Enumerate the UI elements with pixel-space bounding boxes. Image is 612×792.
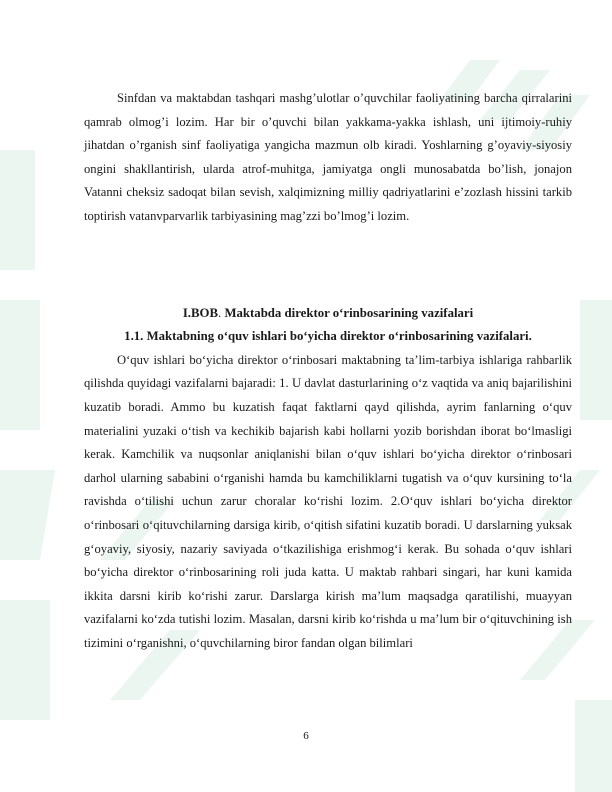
chapter-heading bbox=[84, 302, 572, 326]
chapter-heading-title: Maktabda direktor o‘rinbosarining vazifalari bbox=[224, 305, 474, 320]
page-number: 6 bbox=[303, 730, 309, 742]
section-heading: 1.1. Maktabning o‘quv ishlari bo‘yicha direktor o‘rinbosarining vazifalari. bbox=[124, 329, 532, 344]
document-body bbox=[84, 87, 572, 655]
paragraph-main: O‘quv ishlari bo‘yicha direktor o‘rinbosari maktabning ta’lim-tarbiya ishlariga rahbarlik qilishda quyidagi vazifalarni bajaradi: 1. U davlat dasturlarining o‘z vaqtida va aniq bajarilishini kuzatib boradi. Ammo bu kuzatish faqat faktlarni qayd qilishda, ayrim fanlarning o‘quv materialini yuzaki o‘tish va kechikib bajarish kabi hollarni yozib borishdan iborat bo‘lmasligi kerak. Kamchilik va nuqsonlar aniqlanishi bilan o‘quv ishlari bo‘yicha direktor o‘rinbosari darhol ularning sababini o‘rganishi hamda bu kamchiliklarni tugatish va o‘quv kursining to‘la ravishda o‘tilishi uchun zarur choralar ko‘rishi lozim. 2.O‘quv ishlari bo‘yicha direktor o‘rinbosari o‘qituvchilarning darsiga kirib, o‘qitish sifatini kuzatib boradi. U darslarning yuksak g‘oyaviy, siyosiy, nazariy saviyada o‘tkazilishiga erishmog‘i kerak. Bu sohada o‘quv ishlari bo‘yicha direktor o‘rinbosarining roli juda katta. U maktab rahbari singari, har kuni kamida ikkita darsni kirib ko‘rishi zarur. Darslarga kirish ma’lum maqsadga qaratilishi, muayyan vazifalarni ko‘zda tutishi lozim. Masalan, darsni kirib ko‘rishda u ma’lum bir o‘qituvchining ish tizimini o‘rganishni, o‘quvchilarning biror fandan olgan bilimlari bbox=[84, 352, 572, 650]
chapter-heading-prefix: I.BOB bbox=[182, 305, 219, 320]
paragraph-intro: Sinfdan va maktabdan tashqari mashg’ulotlar o’quvchilar faoliyatining barcha qirralarini qamrab olmog’i lozim. Har bir o’quvchi bilan yakkama-yakka ishlash, uni ijtimoiy-ruhiy jihatdan o’rganish sinf faoliyatiga yangicha mazmun olb kiradi. Yoshlarning g’oyaviy-siyosiy ongini shakllantirish, ularda atrof-muhitga, jamiyatga ongli munosabatda bo’lish, jonajon Vatanni cheksiz sadoqat bilan sevish, xalqimizning milliy qadriyatlarini e’zozlash hissini tarkib toptirish vatanvparvarlik tarbiyasining mag’zzi bo’lmog’i lozim. bbox=[84, 91, 572, 223]
chapter-heading-separator: . bbox=[218, 305, 225, 320]
chapter-heading-block bbox=[84, 302, 572, 349]
